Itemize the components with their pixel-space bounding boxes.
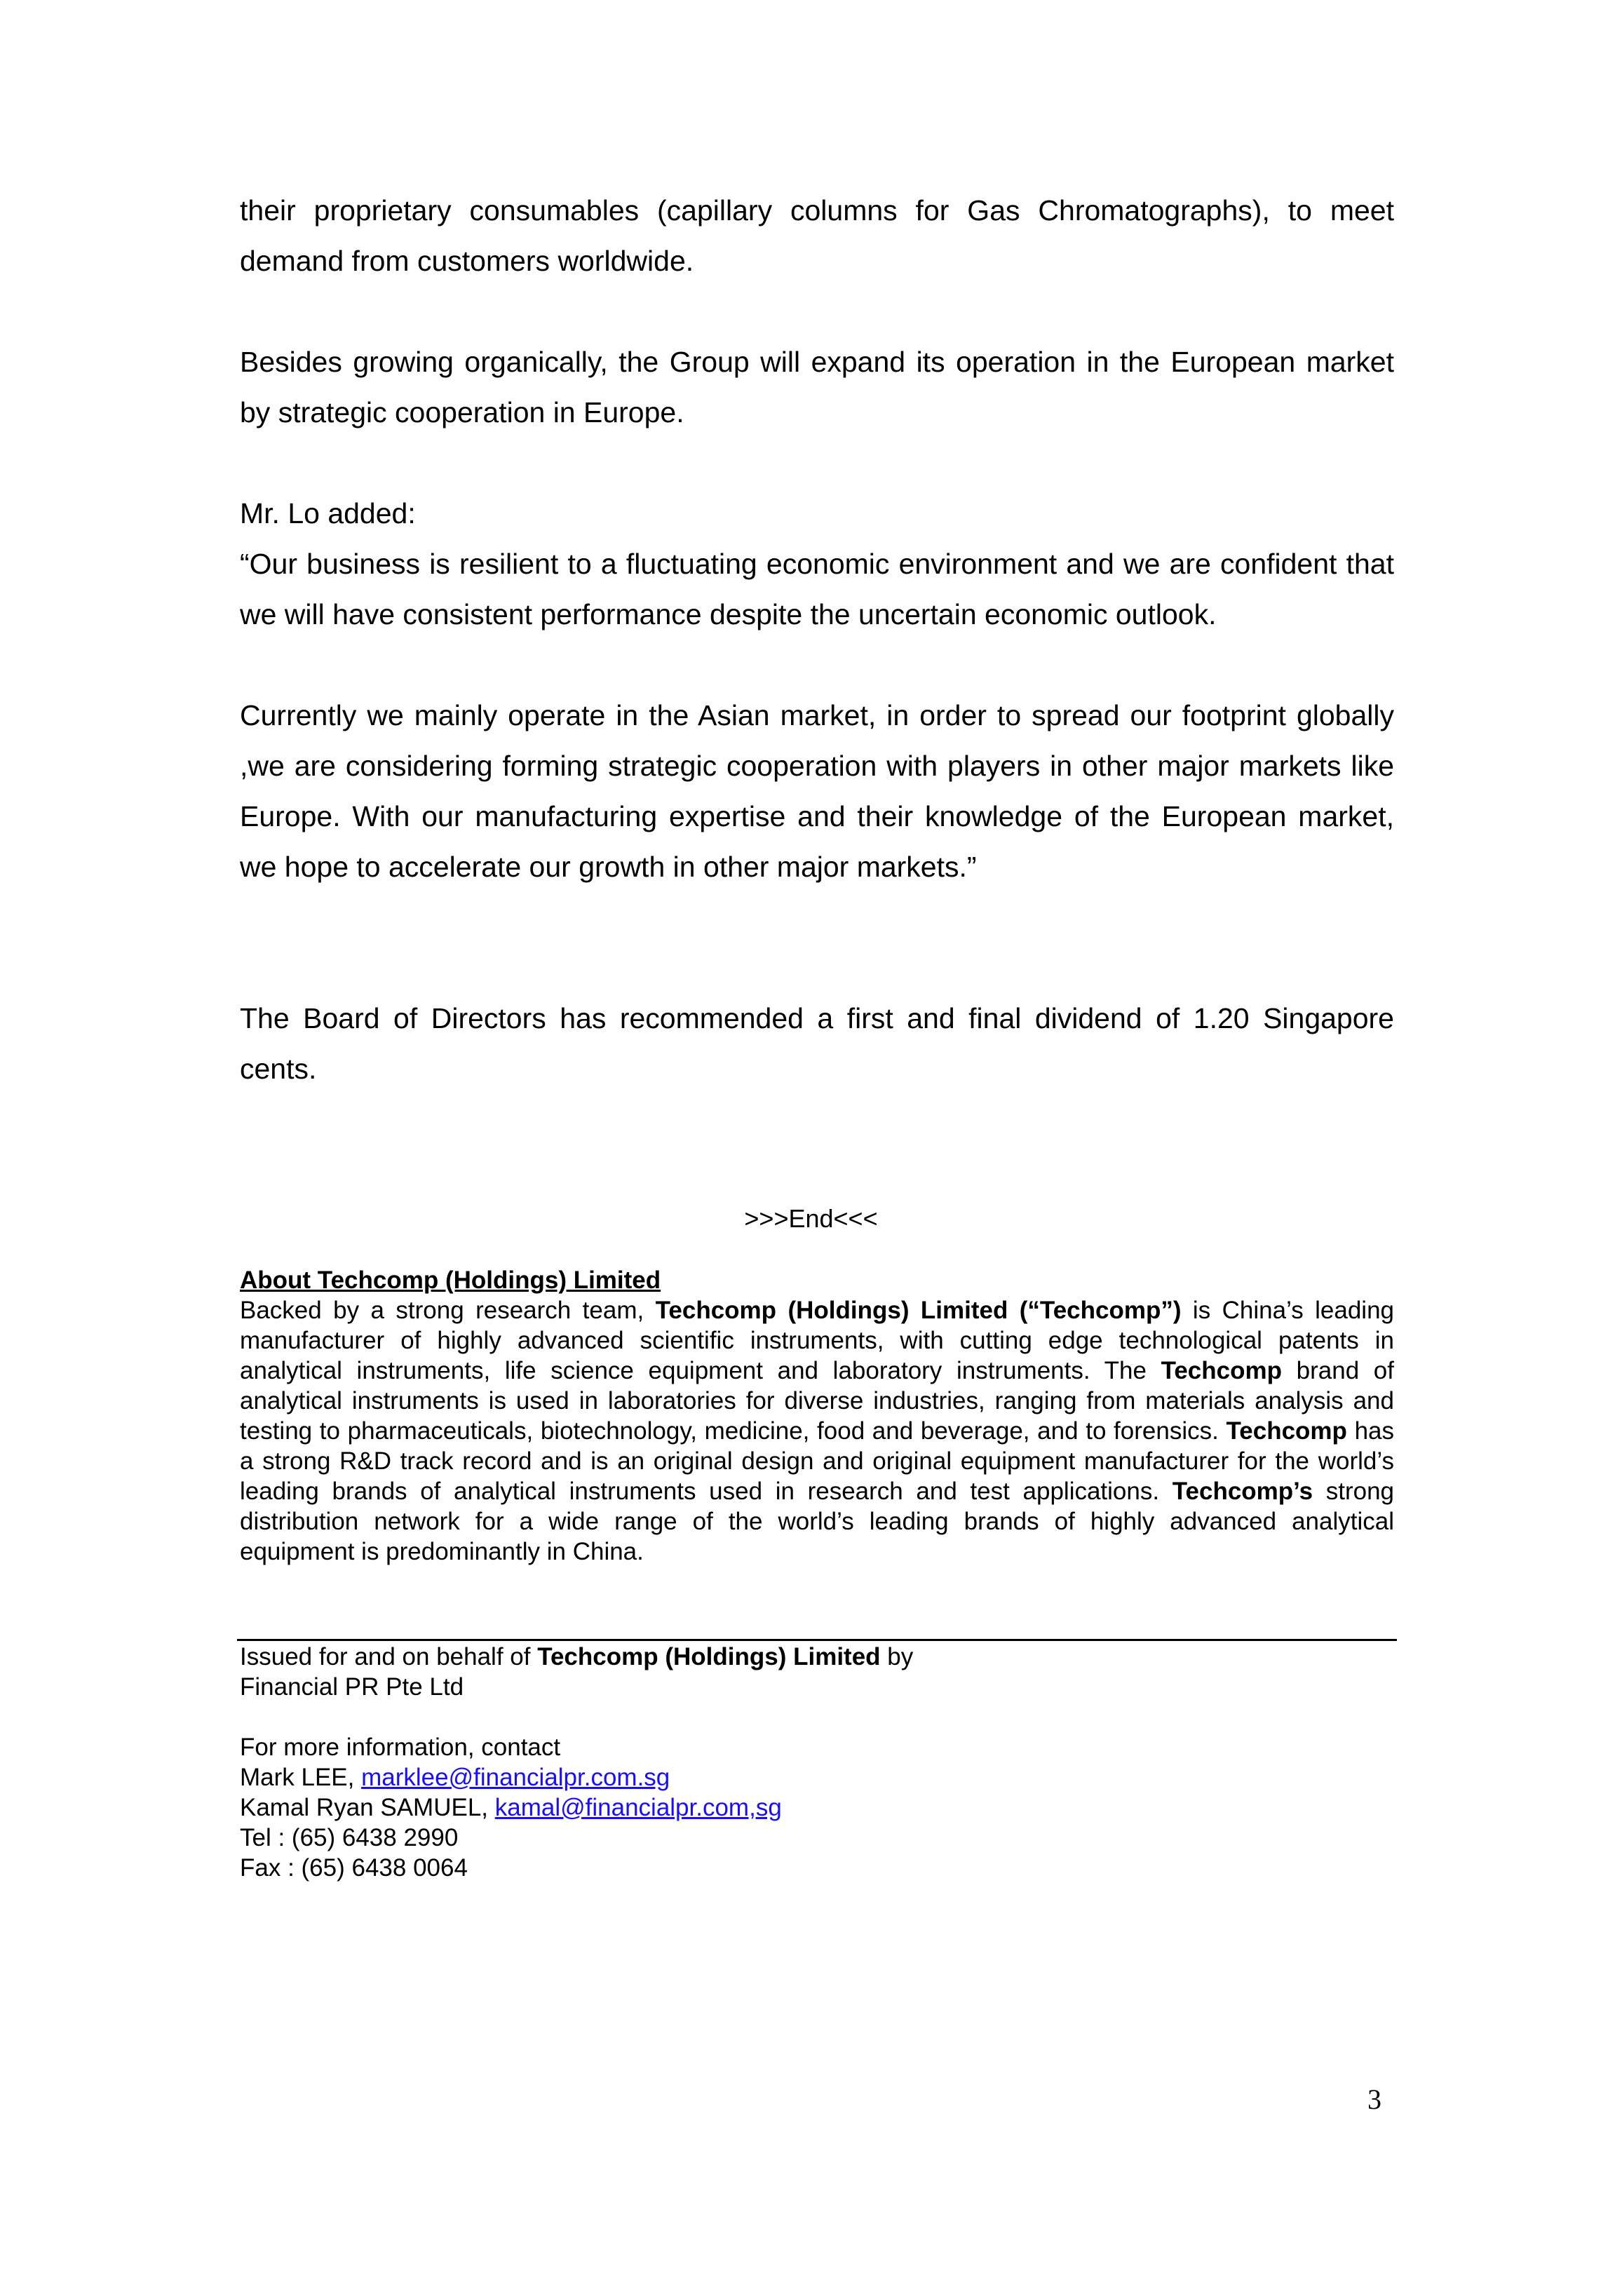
paragraph-text: their proprietary consumables (capillary columns for Gas Chromatographs), to meet demand from customers worldwide.	[240, 194, 1394, 277]
about-text: has a strong R&D track record and is an original design and original equipment manufacturer for the world’s leading brands of analytical instruments used in research and test applications.	[240, 1417, 1395, 1505]
about-text: brand of analytical instruments is used in laboratories for diverse industries, ranging from materials analysis and testing to pharmaceuticals, biotechnology, medicine, food and beverage, and to forensics.	[240, 1357, 1395, 1445]
about-section	[240, 1265, 1394, 1567]
page-number: 3	[1367, 2084, 1381, 2115]
brand-name-bold: Techcomp	[1161, 1357, 1282, 1384]
paragraph-asian-market	[240, 690, 1394, 892]
company-name-bold: Techcomp (Holdings) Limited (“Techcomp”)	[655, 1297, 1182, 1324]
brand-name-bold: Techcomp’s	[1172, 1478, 1313, 1505]
brand-name-bold: Techcomp	[1226, 1417, 1347, 1445]
agency-name: Financial PR Pte Ltd	[240, 1673, 464, 1701]
email-link-marklee[interactable]: marklee@financialpr.com.sg	[361, 1764, 670, 1791]
contact-name: Kamal Ryan SAMUEL,	[240, 1794, 495, 1821]
contact-line-mark-lee	[240, 1762, 1394, 1792]
about-heading: About Techcomp (Holdings) Limited	[240, 1267, 661, 1294]
paragraph-quote-resilience	[240, 539, 1394, 640]
telephone-line: Tel : (65) 6438 2990	[240, 1824, 459, 1851]
about-text: Backed by a strong research team,	[240, 1297, 656, 1324]
contact-line-kamal-samuel	[240, 1792, 1394, 1823]
paragraph-text: Besides growing organically, the Group will expand its operation in the European market by strategic cooperation in Europe.	[240, 346, 1394, 428]
contact-name: Mark LEE,	[240, 1764, 362, 1791]
paragraph-quote-intro	[240, 488, 1394, 539]
paragraph-consumables	[240, 185, 1394, 286]
paragraph-dividend	[240, 993, 1394, 1094]
company-name-bold: Techcomp (Holdings) Limited	[537, 1643, 881, 1670]
paragraph-text: The Board of Directors has recommended a first and final dividend of 1.20 Singapore cents.	[240, 1002, 1394, 1085]
quote-intro: Mr. Lo added:	[240, 497, 416, 529]
issued-text: by	[880, 1643, 914, 1670]
email-link-kamal[interactable]: kamal@financialpr.com,sg	[494, 1794, 782, 1821]
paragraph-european-expansion	[240, 337, 1394, 438]
about-text: strong distribution network for a wide range of the world’s leading brands of highly advanced analytical equipment is predominantly in China.	[240, 1478, 1395, 1565]
more-info-label: For more information, contact	[240, 1734, 561, 1761]
paragraph-text: Currently we mainly operate in the Asian market, in order to spread our footprint globally ,we are considering forming strategic cooperation with players in other major markets like Europe. With our manufacturing expertise and their knowledge of the European market, we hope to accelerate our growth in other major markets.”	[240, 699, 1394, 883]
issued-text: Issued for and on behalf of	[240, 1643, 538, 1670]
paragraph-text: “Our business is resilient to a fluctuating economic environment and we are confident that we will have consistent performance despite the uncertain economic outlook.	[240, 548, 1394, 630]
divider-line	[237, 1639, 1397, 1641]
end-marker: >>>End<<<	[744, 1204, 878, 1233]
contact-section	[240, 1642, 1394, 1883]
about-paragraph	[240, 1295, 1394, 1567]
issued-line	[240, 1642, 1394, 1672]
fax-line: Fax : (65) 6438 0064	[240, 1854, 468, 1882]
spacer	[240, 1702, 1394, 1732]
about-text: is China’s leading manufacturer of highly advanced scientific instruments, with cutting edge technological patents in analytical instruments, life science equipment and laboratory instruments. The	[240, 1297, 1394, 1384]
